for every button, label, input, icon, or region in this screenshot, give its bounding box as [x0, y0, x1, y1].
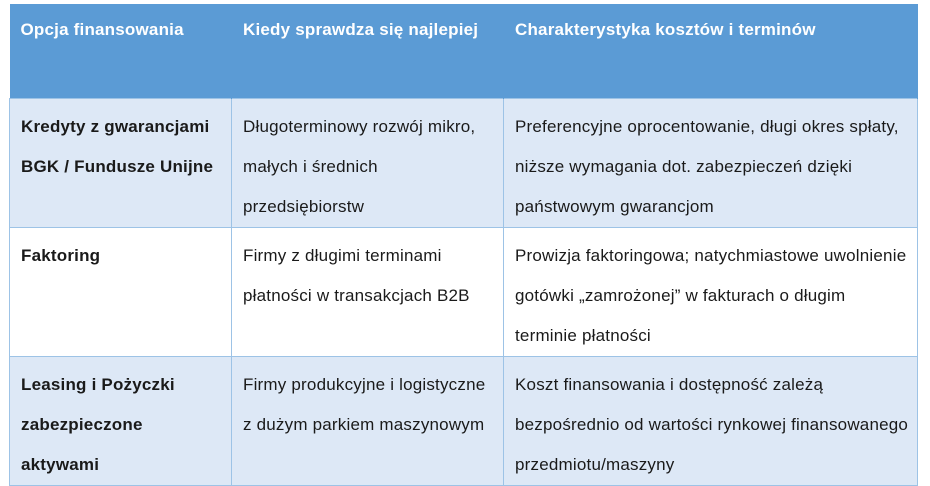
table-row [10, 356, 918, 485]
header-costs-terms: Charakterystyka kosztów i terminów [504, 4, 918, 98]
header-row [10, 4, 918, 98]
table-body [10, 98, 918, 485]
cell-option: Kredyty z gwarancjami BGK / Fundusze Unijne [10, 98, 232, 227]
cell-option: Leasing i Pożyczki zabezpieczone aktywami [10, 356, 232, 485]
cell-when: Firmy z długimi terminami płatności w transakcjach B2B [232, 227, 504, 356]
financing-options-table [9, 4, 918, 486]
header-when-best: Kiedy sprawdza się najlepiej [232, 4, 504, 98]
financing-options-table-wrapper [9, 4, 917, 486]
table-row [10, 227, 918, 356]
header-financing-option: Opcja finansowania [10, 4, 232, 98]
cell-option: Faktoring [10, 227, 232, 356]
table-row [10, 98, 918, 227]
cell-costs: Preferencyjne oprocentowanie, długi okres spłaty, niższe wymagania dot. zabezpieczeń dzięki państwowym gwarancjom [504, 98, 918, 227]
cell-when: Długoterminowy rozwój mikro, małych i średnich przedsiębiorstw [232, 98, 504, 227]
table-header [10, 4, 918, 98]
cell-when: Firmy produkcyjne i logistyczne z dużym parkiem maszynowym [232, 356, 504, 485]
cell-costs: Prowizja faktoringowa; natychmiastowe uwolnienie gotówki „zamrożonej” w fakturach o długim terminie płatności [504, 227, 918, 356]
cell-costs: Koszt finansowania i dostępność zależą bezpośrednio od wartości rynkowej finansowanego przedmiotu/maszyny [504, 356, 918, 485]
